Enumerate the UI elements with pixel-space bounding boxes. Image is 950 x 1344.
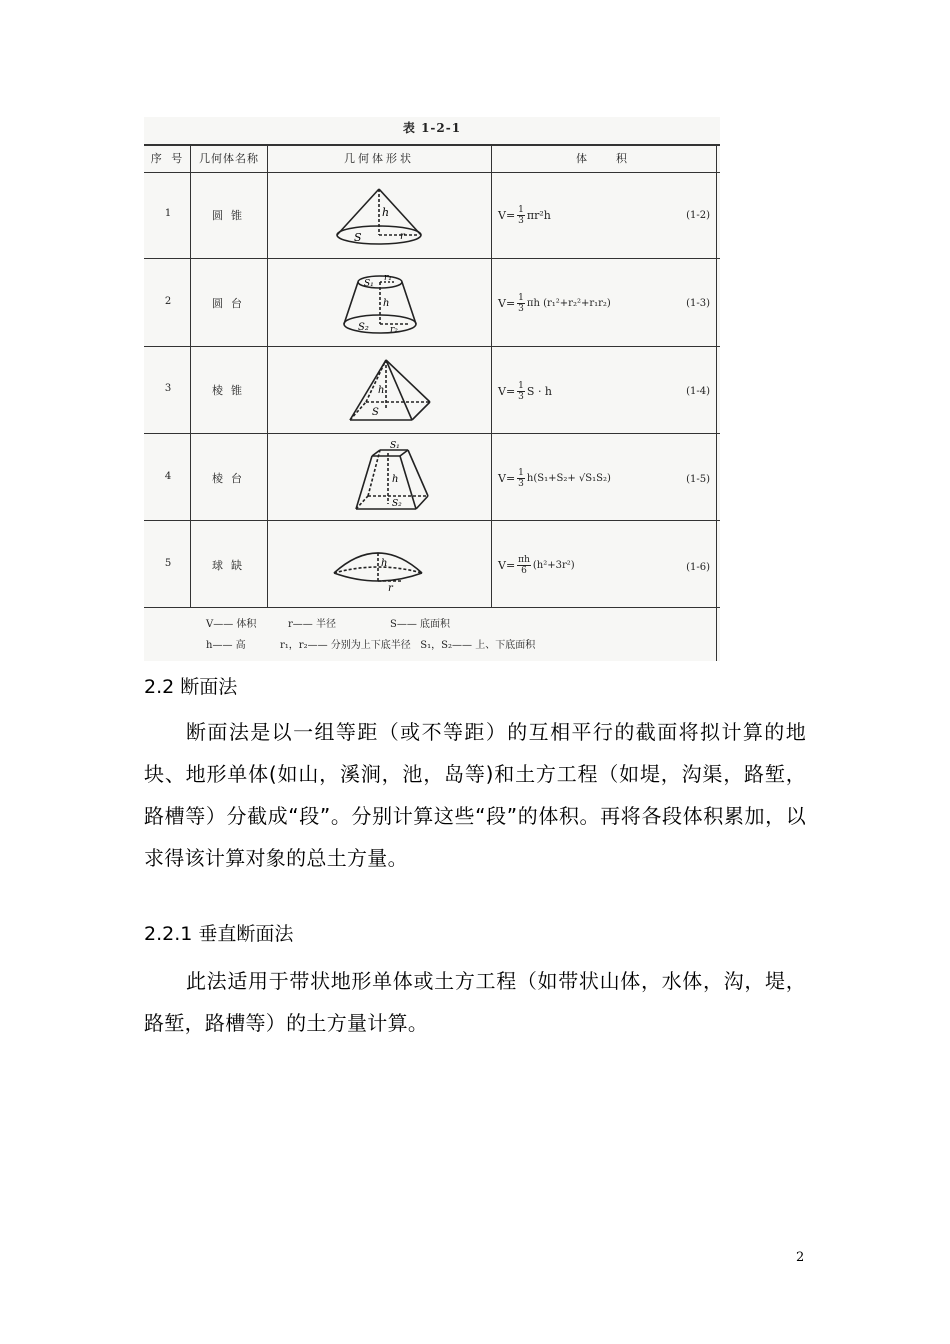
volume-formula xyxy=(498,468,611,489)
bottom-area-label: S₂ xyxy=(392,499,402,509)
formula-prefix: V= xyxy=(498,472,516,485)
row-index: 3 xyxy=(164,383,172,394)
fraction-numerator: 1 xyxy=(518,468,524,478)
note-height: h—— 高 xyxy=(206,640,246,651)
formula-fraction xyxy=(517,381,525,402)
bottom-area-label: S₂ xyxy=(358,322,369,333)
table-top-rule xyxy=(144,144,720,146)
frustum-cone-icon xyxy=(268,260,490,346)
equation-number: (1-3) xyxy=(686,298,710,309)
row-index: 4 xyxy=(164,471,172,482)
volume-formula xyxy=(498,293,611,314)
formula-prefix: V= xyxy=(498,209,516,222)
fraction-numerator: 1 xyxy=(518,205,524,215)
fraction-denominator: 3 xyxy=(518,216,524,226)
page-number: 2 xyxy=(796,1250,805,1265)
base-area-label: S xyxy=(354,231,362,244)
height-label: h xyxy=(392,474,399,485)
note-radii-areas: r₁，r₂—— 分别为上下底半径 S₁，S₂—— 上、下底面积 xyxy=(280,640,536,651)
row-name: 圆台 xyxy=(212,297,250,310)
formula-body: πh (r₁²+r₂²+r₁r₂) xyxy=(526,298,611,309)
formula-prefix: V= xyxy=(498,297,516,310)
pyramid-icon xyxy=(268,347,490,433)
volume-formula xyxy=(498,381,552,402)
top-area-label: S₁ xyxy=(390,441,400,451)
header-index: 序 号 xyxy=(150,152,186,165)
row-name: 圆锥 xyxy=(212,209,250,222)
radius-label: r xyxy=(400,231,405,242)
row-name: 球缺 xyxy=(212,559,250,572)
section-paragraph-2-2: 断面法是以一组等距（或不等距）的互相平行的截面将拟计算的地块、地形单体(如山，溪涧，池，岛等)和土方工程（如堤，沟渠，路堑，路槽等）分截成“段”。分别计算这些“段”的体积。再将各段体积累加，以求得该计算对象的总土方量。 xyxy=(144,720,806,870)
column-divider xyxy=(491,144,492,607)
fraction-denominator: 3 xyxy=(518,392,524,402)
formula-body: πr²h xyxy=(526,209,551,222)
note-radius: r—— 半径 xyxy=(288,619,336,630)
top-area-label: S₁ xyxy=(364,279,374,289)
volume-formula xyxy=(498,205,551,226)
fraction-numerator: 1 xyxy=(518,293,524,303)
row-name: 棱台 xyxy=(212,472,250,485)
formula-body: (h²+3r²) xyxy=(532,560,575,571)
header-volume: 体 积 xyxy=(576,152,630,165)
formula-prefix: V= xyxy=(498,559,516,572)
section-heading-2-2-1: 2.2.1 垂直断面法 xyxy=(144,923,294,945)
row-index: 1 xyxy=(164,208,172,219)
cone-icon xyxy=(268,173,490,259)
formula-fraction xyxy=(517,205,525,226)
volume-formula xyxy=(498,555,575,576)
height-label: h xyxy=(383,298,390,309)
note-volume: V—— 体积 xyxy=(206,619,257,630)
row-divider xyxy=(144,607,720,608)
fraction-denominator: 3 xyxy=(518,479,524,489)
spherical-cap-icon xyxy=(268,521,490,607)
top-radius-label: r₁ xyxy=(384,273,392,283)
formula-fraction xyxy=(517,555,531,576)
formula-body: h(S₁+S₂+ √S₁S₂) xyxy=(526,473,611,484)
formula-fraction xyxy=(517,293,525,314)
formula-fraction xyxy=(517,468,525,489)
table-title: 表 1-2-1 xyxy=(402,121,462,135)
equation-number: (1-5) xyxy=(686,474,710,485)
equation-number: (1-4) xyxy=(686,386,710,397)
formula-prefix: V= xyxy=(498,385,516,398)
fraction-denominator: 3 xyxy=(518,304,524,314)
height-label: h xyxy=(378,385,385,396)
equation-number: (1-6) xyxy=(686,562,710,573)
height-label: h xyxy=(382,206,390,219)
bottom-radius-label: r₂ xyxy=(390,325,398,335)
base-area-label: S xyxy=(372,407,379,418)
header-shape: 几何体形状 xyxy=(344,152,414,165)
table-right-border xyxy=(716,144,717,661)
section-heading-2-2: 2.2 断面法 xyxy=(144,676,238,698)
row-index: 2 xyxy=(164,296,172,307)
section-paragraph-2-2-1: 此法适用于带状地形单体或土方工程（如带状山体，水体，沟，堤，路堑，路槽等）的土方量计算。 xyxy=(144,969,806,1035)
column-divider xyxy=(190,144,191,607)
fraction-numerator: 1 xyxy=(518,381,524,391)
note-base-area: S—— 底面积 xyxy=(390,619,451,630)
header-name: 几何体名称 xyxy=(199,152,259,165)
fraction-denominator: 6 xyxy=(521,566,527,576)
volume-formula-table xyxy=(144,117,720,661)
height-label: h xyxy=(381,558,388,569)
frustum-pyramid-icon xyxy=(268,434,490,520)
equation-number: (1-2) xyxy=(686,210,710,221)
formula-body: S · h xyxy=(526,385,553,398)
row-index: 5 xyxy=(164,558,172,569)
radius-label: r xyxy=(388,583,393,594)
fraction-numerator: πh xyxy=(518,555,530,565)
row-name: 棱锥 xyxy=(212,384,250,397)
